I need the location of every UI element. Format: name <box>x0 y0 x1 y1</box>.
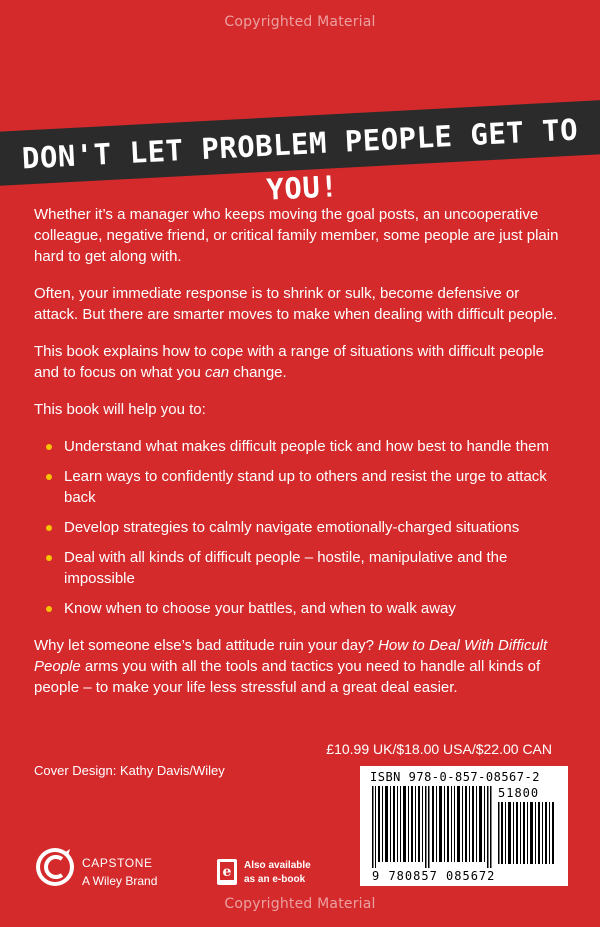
closing-paragraph <box>34 635 564 698</box>
closing-end: arms you with all the tools and tactics you need to handle all kinds of people – to make your life less stressful and a great deal easier. <box>34 658 541 696</box>
publisher-name: CAPSTONE <box>82 856 153 870</box>
benefit-list <box>34 436 564 619</box>
ebook-note-line-2: as an e-book <box>244 874 306 885</box>
barcode-addon-code: 51800 <box>498 786 540 800</box>
list-item <box>34 466 564 508</box>
barcode-panel <box>360 766 568 886</box>
bullet-dot-icon <box>46 474 52 480</box>
bullet-dot-icon <box>46 555 52 561</box>
list-item <box>34 598 564 619</box>
book-title: How to Deal With Difficult People <box>34 637 548 675</box>
ebook-icon <box>216 858 238 886</box>
list-item-text: Understand what makes difficult people tick and how best to handle them <box>64 438 550 455</box>
watermark-top: Copyrighted Material <box>224 14 376 30</box>
isbn-text: ISBN 978-0-857-08567-2 <box>370 770 540 784</box>
blurb <box>34 204 564 714</box>
watermark-bottom: Copyrighted Material <box>224 896 376 912</box>
ebook-note-line-1: Also available <box>244 860 311 871</box>
bullet-dot-icon <box>46 606 52 612</box>
paragraph-3-emphasis: can <box>204 364 230 381</box>
headline-text: DON'T LET PROBLEM PEOPLE GET TO YOU! <box>21 112 579 207</box>
paragraph-2: Often, your immediate response is to shrink or sulk, become defensive or attack. But there are smarter moves to make when dealing with difficult people. <box>34 285 558 323</box>
list-item <box>34 547 564 589</box>
paragraph-1: Whether it’s a manager who keeps moving the goal posts, an uncooperative colleague, negative friend, or critical family member, some people are just plain hard to get along with. <box>34 206 559 265</box>
cover-design-credit: Cover Design: Kathy Davis/Wiley <box>34 763 225 778</box>
list-item-text: Know when to choose your battles, and when to walk away <box>64 600 456 617</box>
paragraph-3-end: change. <box>229 364 287 381</box>
bullet-dot-icon <box>46 525 52 531</box>
list-item-text: Deal with all kinds of difficult people – hostile, manipulative and the impossible <box>64 549 508 587</box>
list-item-text: Learn ways to confidently stand up to others and resist the urge to attack back <box>64 468 547 506</box>
list-item-text: Develop strategies to calmly navigate emotionally-charged situations <box>64 519 520 536</box>
barcode-digits: 9 780857 085672 <box>372 869 496 883</box>
paragraph-3 <box>34 341 564 383</box>
publisher-tagline: A Wiley Brand <box>82 874 158 888</box>
list-item <box>34 517 564 538</box>
paragraph-3-start: This book explains how to cope with a range of situations with difficult people and to focus on what you <box>34 343 545 381</box>
barcode-icon <box>372 786 492 868</box>
list-item <box>34 436 564 457</box>
closing-start: Why let someone else’s bad attitude ruin your day? <box>34 637 379 654</box>
helps-intro: This book will help you to: <box>34 401 206 418</box>
capstone-logo-icon <box>34 845 76 889</box>
price-line: £10.99 UK/$18.00 USA/$22.00 CAN <box>326 741 552 757</box>
bullet-dot-icon <box>46 444 52 450</box>
addon-barcode-icon <box>498 802 556 864</box>
svg-text:e: e <box>222 864 232 880</box>
